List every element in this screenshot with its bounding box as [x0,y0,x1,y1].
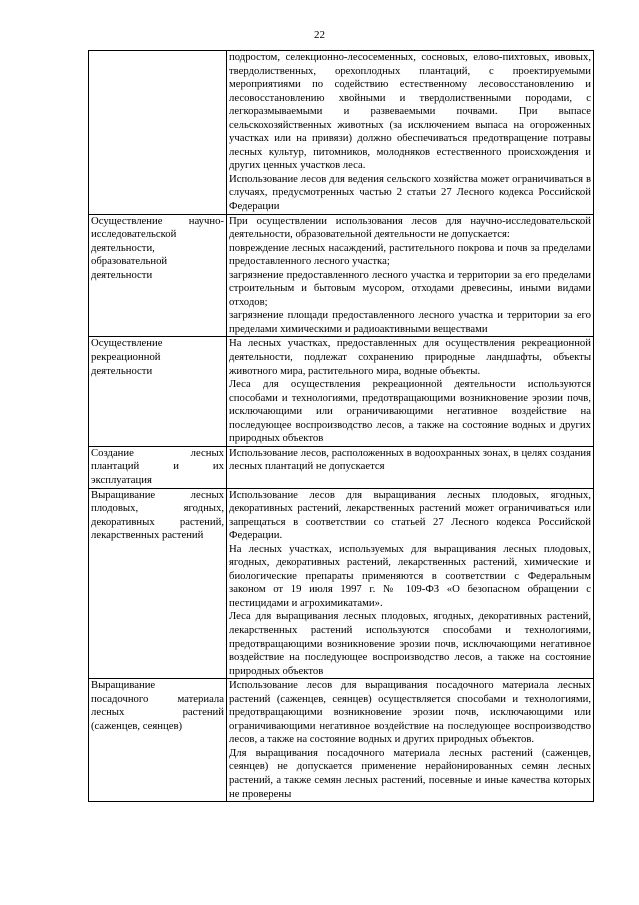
page-number: 22 [314,29,325,41]
requirements-cell [227,446,594,488]
requirement-paragraph: На лесных участках, используемых для выращивания лесных плодовых, ягодных, декоративных растений, лекарственных растений, химические и биологические препараты применяются в соответствии с Федеральным законом от 19 июля 1997 г. № 109-ФЗ «О безопасном обращении с пестицидами и агрохимикатами». [229,542,591,609]
requirement-paragraph: загрязнение предоставленного лесного участка и территории за его пределами строительным и бытовым мусором, отходами древесины, иными видами отходов; [229,268,591,308]
table-row [89,446,594,488]
activity-type-cell [89,337,227,446]
activity-type-line: Выращивание лесных [91,488,224,501]
activity-type-cell [89,214,227,337]
activity-type-line: Создание лесных [91,446,224,459]
table-row [89,214,594,337]
requirements-cell [227,679,594,802]
requirement-paragraph: Для выращивания посадочного материала лесных растений (саженцев, сеянцев) не допускается применение нерайонированных семян лесных растений, а также семян лесных растений, посевные и иные качества которых не проверены [229,746,591,800]
requirement-paragraph: Использование лесов для ведения сельского хозяйства может ограничиваться в случаях, предусмотренных частью 2 статьи 27 Лесного кодекса Российской Федерации [229,172,591,213]
activity-type-cell [89,488,227,679]
activity-type-line: Осуществление [91,337,163,350]
requirements-cell [227,214,594,337]
requirements-cell [227,488,594,679]
requirement-paragraph: повреждение лесных насаждений, растительного покрова и почв за пределами предоставленного лесного участка; [229,241,591,268]
activity-type-line: образовательной [91,255,168,268]
table-row [89,337,594,446]
activity-type-line: Осуществление научно- [91,214,224,227]
requirement-paragraph: Использование лесов для выращивания лесных плодовых, ягодных, декоративных растений, лекарственных растений может ограничиваться или запрещаться в соответствии со статьей 27 Лесного кодекса Российской Федерации. [229,488,591,542]
requirement-paragraph: Леса для выращивания лесных плодовых, ягодных, декоративных растений, лекарственных растений используются способами и технологиями, предотвращающими возникновение эрозии почв, исключающими негативное воздействие на последующее воспроизводство лесов, а также на состояние природных объектов [229,610,591,677]
activity-type-line: деятельности [91,364,153,377]
activity-type-line: рекреационной [91,351,161,364]
requirement-paragraph: Леса для осуществления рекреационной деятельности используются способами и технологиями, предотвращающими возникновение эрозии почв, исключающими или ограничивающими негативное воздействие на последующее воспроизводство лесов, а также на состояние водных и других природных объектов [229,378,591,445]
activity-type-line: деятельности, [91,241,155,254]
activity-type-line: лесных растений [91,706,224,719]
activity-type-line: декоративных растений, [91,515,224,528]
requirement-paragraph: Использование лесов для выращивания посадочного материала лесных растений (саженцев, сеянцев) осуществляется способами и технологиями, предотвращающими возникновение эрозии почв, исключающими или ограничивающими негативное воздействие на последующее воспроизводство лесов, а также на состояние водных и других природных объектов. [229,679,591,746]
forest-use-table [88,50,594,802]
activity-type-line: исследовательской [91,228,177,241]
requirement-paragraph: На лесных участках, предоставленных для осуществления рекреационной деятельности, подлежат сохранению природные ландшафты, объекты животного мира, растительного мира, водные объекты. [229,337,591,377]
activity-type-line: плантаций и их [91,460,224,473]
activity-type-line: посадочного материала [91,692,224,705]
table-body [89,51,594,802]
activity-type-line: (саженцев, сеянцев) [91,719,183,732]
activity-type-line: деятельности [91,268,153,281]
requirement-paragraph: подростом, селекционно-лесосеменных, сосновых, елово-пихтовых, ивовых, твердолиственных, орехоплодных плантаций, с проектируемыми мероприятиями по содействию естественному лесовосстановлению и лесовосстановлению хвойными и твердолиственными породами, с легкоразмываемыми и развеваемыми почвами. При выпасе сельскохозяйственных животных (за исключением выпаса на огороженных участках или на привязи) должно обеспечиваться предотвращение потравы лесных культур, питомников, молодняков естественного происхождения и других ценных участков леса. [229,51,591,172]
activity-type-cell [89,51,227,215]
requirement-paragraph: Использование лесов, расположенных в водоохранных зонах, в целях создания лесных плантаций не допускается [229,446,591,473]
requirements-cell [227,337,594,446]
activity-type-line: плодовых, ягодных, [91,502,224,515]
requirement-paragraph: загрязнение площади предоставленного лесного участка и территории за его пределами химическими и радиоактивными веществами [229,309,591,335]
activity-type-cell [89,679,227,802]
table-row [89,679,594,802]
activity-type-line: лекарственных растений [91,529,204,542]
table-row [89,488,594,679]
activity-type-cell [89,446,227,488]
activity-type-line: Выращивание [91,679,156,692]
requirement-paragraph: При осуществлении использования лесов для научно-исследовательской деятельности, образовательной деятельности не допускается: [229,214,591,241]
requirements-cell [227,51,594,215]
activity-type-line: эксплуатация [91,473,152,486]
table-row [89,51,594,215]
